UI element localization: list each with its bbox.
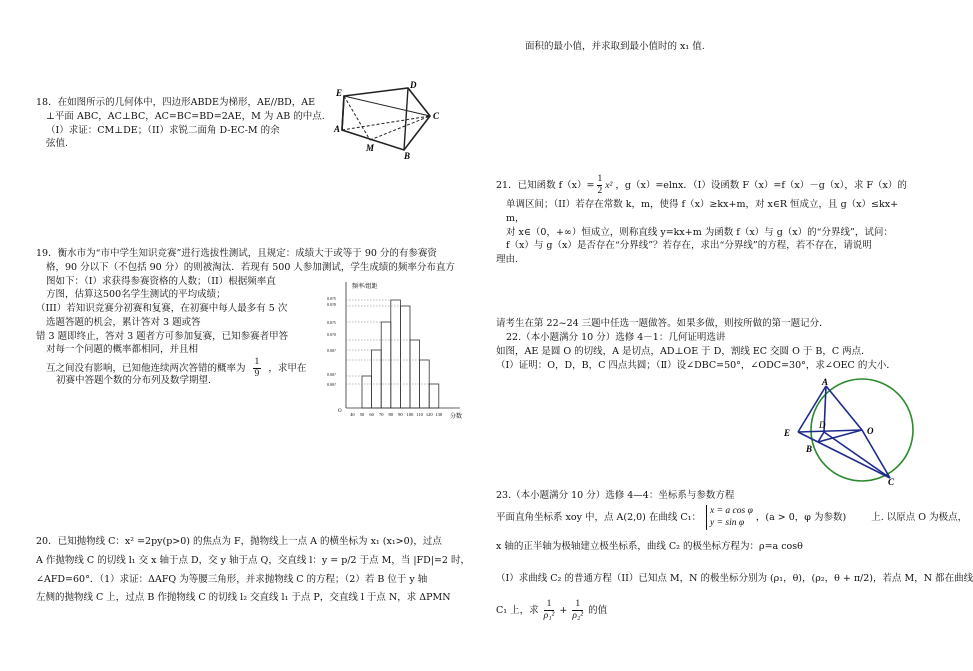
q23-line-4b: 的值 <box>588 604 608 616</box>
q19-line: 图如下：（I）求获得参赛资格的人数；（II）根据频率直 <box>46 275 276 287</box>
q21-line: 理由. <box>496 254 519 266</box>
q23-frac-a <box>544 599 555 622</box>
q22-radius-OA <box>826 386 862 430</box>
q21-line-1 <box>496 174 907 197</box>
hist-x-tick: 100 <box>406 412 414 417</box>
hist-origin: O <box>338 409 342 414</box>
hist-y-tick: 0.00? <box>327 372 336 377</box>
q19-line: 选题答题的机会，累计答对 3 题或答 <box>46 316 201 328</box>
q23-frac-a-num: 1 <box>544 599 555 611</box>
q21-line: f（x）与 g（x）是否存在“分界线”？若存在，求出“分界线”的方程，若不存在，请说明 <box>506 240 872 252</box>
q22-label-C: C <box>888 477 895 487</box>
q21-line: 单调区间；（II）若存在常数 k，m，使得 f（x）≥kx+m，对 x∈R 恒成立，且 g（x）≤kx+ <box>506 199 899 210</box>
q18-line: 弦值. <box>46 138 69 150</box>
q20-text <box>36 535 470 605</box>
q23-line-1b: 上. 以原点 O 为极点， <box>871 511 968 523</box>
hist-x-tick: 120 <box>425 412 433 417</box>
q22-label-E: E <box>784 428 791 438</box>
q21-frac-den: 2 <box>597 185 603 196</box>
q23-frac-a-den: ρ₁² <box>543 610 555 621</box>
q19-line: 方图，估算这500名学生测试的平均成绩； <box>46 289 226 301</box>
q18-geometry-figure <box>334 80 450 160</box>
q23-frac-b-num: 1 <box>572 599 583 611</box>
hist-y-tick: 0.00? <box>327 348 336 353</box>
q23-plus: + <box>559 604 568 616</box>
q18-line: （I）求证：CM⊥DE；（II）求锐二面角 D-EC-M 的余 <box>46 124 280 136</box>
q20-line-3: ∠AFD=60°．（1）求证：ΔAFQ 为等腰三角形，并求抛物线 C 的方程；（2）若 B 位于 y 轴 <box>36 573 428 585</box>
hist-bar <box>381 322 391 408</box>
q18-label-E: E <box>336 88 343 98</box>
q23-line-3: （I）求曲线 C₂ 的普通方程（II）已知点 M，N 的极坐标分别为 (ρ₁，θ)，(ρ₂，θ + π/2)，若点 M，N 都在曲线 <box>496 573 973 584</box>
q22-line-DC <box>824 432 890 478</box>
q20-line-4: 左侧的抛物线 C 上，过点 B 作抛物线 C 的切线 l₂ 交直线 l₁ 于点 P，交直线 l 于点 N，求 ΔPMN <box>36 592 451 604</box>
q18-edge <box>404 88 408 150</box>
q23-frac-b <box>572 599 583 622</box>
q18-line: 18．在如图所示的几何体中，四边形ABDE为梯形，AE//BD，AE <box>36 97 316 108</box>
q19-line: 格，90 分以下（不包括 90 分）的则被淘汰．若现有 500 人参加测试，学生成绩的频率分布直方 <box>46 261 455 273</box>
q19-histogram <box>326 276 466 424</box>
q19-fraction <box>253 357 262 380</box>
hist-bar <box>429 384 439 408</box>
hist-bar <box>372 350 382 408</box>
hist-y-tick: 0.0?5 <box>327 296 336 301</box>
q22-line-EO <box>798 430 862 432</box>
hist-y-tick: 0.0?0 <box>327 332 336 337</box>
q21-frac-num: 1 <box>597 174 603 184</box>
q19-line: 19．衡水市为“市中学生知识竞赛”进行选拔性测试，且规定：成绩大于或等于 90 分的有参赛资 <box>36 248 437 259</box>
hist-x-tick: 40 <box>350 412 355 417</box>
q19-line: 互之间没有影响，已知他连续两次答错的概率为 <box>46 362 246 374</box>
q18-dashed-edge <box>342 116 430 130</box>
q22-text <box>496 331 916 372</box>
q18-dashed-edge <box>344 96 370 140</box>
q23-sys-2: y = sin φ <box>710 518 745 529</box>
q22-label-B: B <box>806 444 813 454</box>
hist-bar <box>410 340 420 408</box>
q22-label-O: O <box>867 426 874 436</box>
q18-text <box>36 96 332 151</box>
q23-param-system <box>706 505 753 530</box>
q21-line: m， <box>506 212 525 224</box>
q19-frac-den: 9 <box>254 368 260 379</box>
q19-frac-num: 1 <box>254 357 260 367</box>
q23-line-1 <box>496 505 967 530</box>
hist-bar <box>391 300 401 408</box>
q18-label-A: A <box>334 124 341 134</box>
q18-outline <box>342 88 430 150</box>
hist-x-tick: 90 <box>398 412 403 417</box>
q19-line: （III）若知识竞赛分初赛和复赛，在初赛中每人最多有 5 次 <box>36 303 288 315</box>
q23-line-2: x 轴的正半轴为极轴建立极坐标系，曲线 C₂ 的极坐标方程为：ρ=a cosθ <box>496 541 803 552</box>
q21-text <box>496 198 916 267</box>
q22-label-D: D <box>819 420 826 430</box>
q18-label-M: M <box>366 143 375 153</box>
q22-label-A: A <box>822 377 829 387</box>
q18-label-D: D <box>410 80 417 90</box>
q18-label-B: B <box>404 151 411 161</box>
q22-circle-figure <box>776 378 924 486</box>
q17-tail: 面积的最小值，并求取到最小值时的 x₁ 值. <box>525 41 705 52</box>
q22-line-2: （Ⅰ）证明：O，D，B，C 四点共圆；（Ⅱ）设∠DBC=50°，∠ODC=30°，求∠OEC 的大小． <box>496 359 896 371</box>
q18-line: ⊥平面 ABC，AC⊥BC，AC=BC=BD=2AE，M 为 AB 的中点. <box>46 110 325 122</box>
q22-title: 22.（本小题满分 10 分）选修 4－1：几何证明选讲 <box>506 332 726 343</box>
hist-x-tick: 50 <box>359 412 365 417</box>
hist-x-tick: 110 <box>416 412 423 417</box>
q23-line-4a: C₁ 上，求 <box>496 604 539 616</box>
q21-x2: x² <box>605 180 613 191</box>
q23-sys-1: x = a cos φ <box>710 506 753 516</box>
hist-y-tick: 0.0?5 <box>327 320 336 325</box>
q18-label-C: C <box>433 111 440 121</box>
select-note: 请考生在第 22~24 三题中任选一题做答。如果多做，则按所做的第一题记分． <box>496 318 829 329</box>
hist-bar <box>362 376 372 408</box>
q23-frac-b-den: ρ₂² <box>572 610 584 621</box>
q19-line: ，求甲在 <box>268 362 307 374</box>
q23-line-4 <box>496 599 607 622</box>
q23-line-1a: 平面直角坐标系 xoy 中，点 A(2,0) 在曲线 C₁： <box>496 511 702 523</box>
q23-param: ，(a > 0，φ 为参数) <box>755 511 847 523</box>
q19-line: 错 3 题即终止，答对 3 题者方可参加复赛，已知参赛者甲答 <box>36 330 289 342</box>
hist-ylabel: 频率/组距 <box>352 284 378 290</box>
q20-line-1: 20．已知抛物线 C：x² =2py(p>0) 的焦点为 F，抛物线上一点 A 的横坐标为 x₁ (x₁>0)，过点 <box>36 536 442 547</box>
q19-line: 初赛中答题个数的分布列及数学期望. <box>56 375 212 386</box>
hist-x-tick: 80 <box>388 412 394 417</box>
q20-line-2: A 作抛物线 C 的切线 l₁ 交 x 轴于点 D，交 y 轴于点 Q，交直线 l：y = p/2 于点 M，当 |FD|=2 时， <box>36 554 470 566</box>
q23-title: 23.（本小题满分 10 分）选修 4—4：坐标系与参数方程 <box>496 490 735 501</box>
hist-bar <box>400 306 410 408</box>
hist-y-tick: 0.00? <box>327 382 336 387</box>
q21-rest: ，g（x）=elnx．（I）设函数 F（x）=f（x）－g（x），求 F（x）的 <box>615 179 907 191</box>
q19-line: 对每一个问题的概率都相同，并且相 <box>46 344 199 356</box>
q21-line: 对 x∈（0，+∞）恒成立，则称直线 y=kx+m 为函数 f（x）与 g（x）的“分界线”，试问： <box>506 226 893 238</box>
hist-x-tick: 70 <box>378 412 384 417</box>
hist-x-tick: 60 <box>369 412 374 417</box>
hist-y-tick: 0.0?0 <box>327 302 336 307</box>
hist-x-tick: 130 <box>435 412 443 417</box>
q22-line-1: 如图，AE 是圆 O 的切线，A 是切点，AD⊥OE 于 D，割线 EC 交圆 O 于 B，C 两点． <box>496 345 871 357</box>
q18-edge <box>342 96 344 130</box>
hist-xlabel: 分数 <box>450 414 463 420</box>
q21-prefix: 21．已知函数 f（x）= <box>496 179 595 191</box>
q21-fraction <box>597 174 602 197</box>
